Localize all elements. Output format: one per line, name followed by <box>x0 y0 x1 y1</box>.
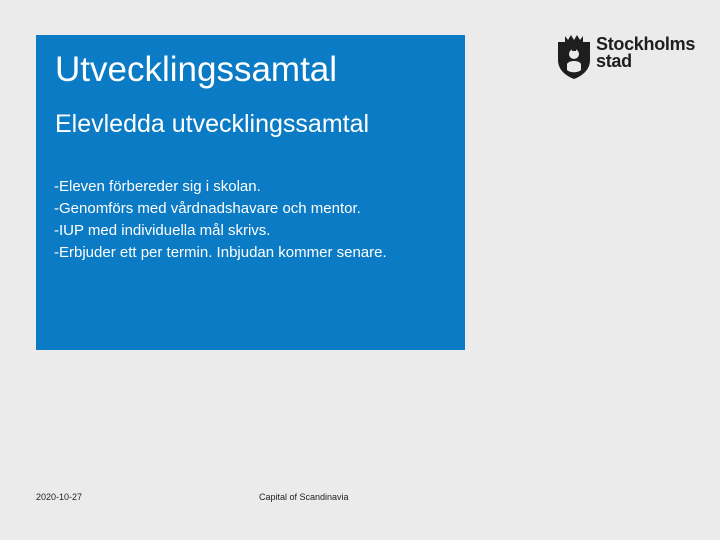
slide-title: Utvecklingssamtal <box>55 50 338 89</box>
logo-line2: stad <box>596 51 632 71</box>
content-panel <box>36 35 465 350</box>
bullet-item: -Erbjuder ett per termin. Inbjudan kommer senare. <box>54 244 387 261</box>
logo-line1: Stockholms <box>596 34 696 54</box>
footer-date: 2020-10-27 <box>36 492 83 502</box>
slide-subtitle: Elevledda utvecklingssamtal <box>55 110 370 138</box>
bullet-list <box>54 176 387 264</box>
stockholms-stad-logo <box>556 34 696 82</box>
bullet-item: -IUP med individuella mål skrivs. <box>54 222 271 239</box>
footer-tagline: Capital of Scandinavia <box>259 492 349 502</box>
bullet-item: -Eleven förbereder sig i skolan. <box>54 178 261 195</box>
stockholm-crest-icon <box>556 34 592 80</box>
logo-wordmark <box>596 36 695 70</box>
bullet-item: -Genomförs med vårdnadshavare och mentor. <box>54 200 361 217</box>
